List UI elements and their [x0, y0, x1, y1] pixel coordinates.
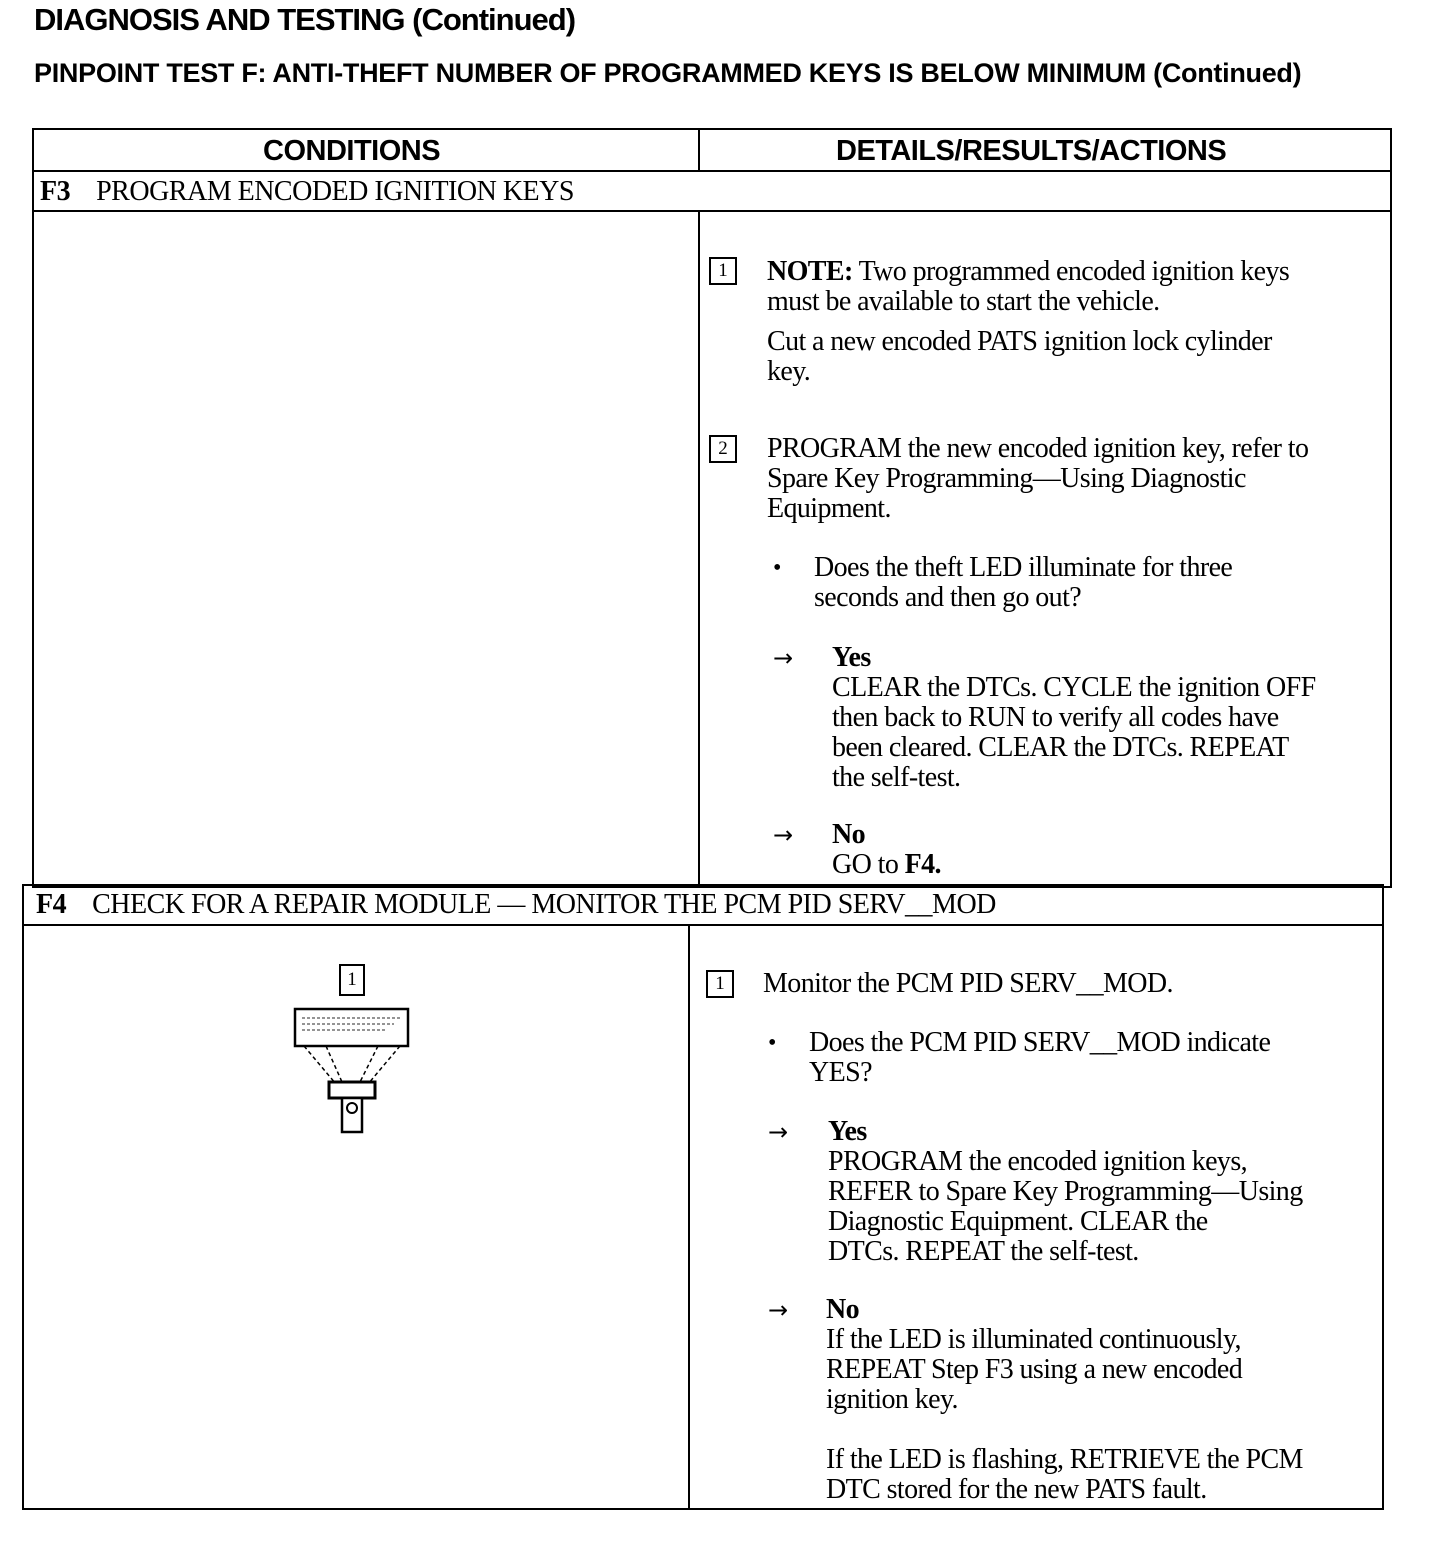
arrow-right-icon: →: [773, 821, 794, 849]
cable-lines: [304, 1046, 400, 1084]
text-line: If the LED is illuminated continuously,: [826, 1324, 1241, 1355]
text-line: PROGRAM the encoded ignition keys,: [828, 1146, 1248, 1177]
text-line: key.: [767, 356, 811, 387]
scan-tool-illustration: [290, 1006, 414, 1136]
pinpoint-test-title: PINPOINT TEST F: ANTI-THEFT NUMBER OF PROGRAMMED KEYS IS BELOW MINIMUM (Continued): [34, 58, 1302, 88]
text-line: PROGRAM the new encoded ignition key, refer to: [767, 433, 1309, 464]
f3-step2-yes: [832, 643, 1316, 793]
text-line: Diagnostic Equipment. CLEAR the: [828, 1206, 1208, 1237]
text-line: seconds and then go out?: [814, 582, 1082, 613]
text-line: YES?: [809, 1057, 872, 1088]
column-divider-f3: [698, 210, 700, 886]
f3-step2-question: [814, 553, 1232, 613]
no-label: No: [832, 819, 866, 850]
step-f3-code: F3: [40, 176, 71, 207]
bullet-icon: •: [773, 555, 782, 581]
divider-f4-header: [22, 924, 1384, 926]
text-line: been cleared. CLEAR the DTCs. REPEAT: [832, 732, 1289, 763]
text-line: DTC stored for the new PATS fault.: [826, 1474, 1207, 1505]
f3-step1-number: 1: [709, 257, 737, 285]
yes-label: Yes: [832, 642, 871, 673]
text-line: Cut a new encoded PATS ignition lock cylinder: [767, 326, 1272, 357]
text-line: Does the theft LED illuminate for three: [814, 552, 1233, 583]
f4-step1-question: [809, 1028, 1270, 1088]
text-line: Spare Key Programming—Using Diagnostic: [767, 463, 1246, 494]
column-divider-f4: [688, 924, 690, 1510]
text-line: then back to RUN to verify all codes have: [832, 702, 1279, 733]
yes-label: Yes: [828, 1116, 867, 1147]
column-header-conditions: CONDITIONS: [263, 135, 441, 167]
f4-step1-no: [826, 1295, 1242, 1415]
f3-step1-note: [767, 257, 1289, 317]
f3-step1-action: [767, 327, 1272, 387]
f4-step1-number: 1: [706, 970, 734, 998]
text-line: the self-test.: [832, 762, 961, 793]
text-line: ignition key.: [826, 1384, 958, 1415]
text-line: GO to: [832, 849, 899, 880]
step-f4-title: CHECK FOR A REPAIR MODULE — MONITOR THE PCM PID SERV__MOD: [92, 889, 996, 920]
text-line: Equipment.: [767, 493, 891, 524]
f3-step2-no: [832, 820, 941, 880]
text-line: DTCs. REPEAT the self-test.: [828, 1236, 1139, 1267]
connector-pin: [347, 1103, 357, 1113]
text-line: REPEAT Step F3 using a new encoded: [826, 1354, 1243, 1385]
section-title: DIAGNOSIS AND TESTING (Continued): [34, 2, 576, 37]
f3-step2-action: [767, 434, 1308, 524]
goto-f4-link: F4.: [904, 849, 941, 880]
connector-head: [329, 1082, 375, 1098]
step-f4-header: [36, 889, 996, 921]
note-text-line: must be available to start the vehicle.: [767, 286, 1160, 317]
step-f4-code: F4: [36, 889, 67, 920]
divider-f3-header: [32, 210, 1392, 212]
no-label: No: [826, 1294, 860, 1325]
f4-step1-action: Monitor the PCM PID SERV__MOD.: [763, 968, 1173, 999]
arrow-right-icon: →: [768, 1118, 789, 1146]
arrow-right-icon: →: [773, 644, 794, 672]
text-line: Does the PCM PID SERV__MOD indicate: [809, 1027, 1271, 1058]
arrow-right-icon: →: [768, 1296, 789, 1324]
column-divider-top: [698, 128, 700, 172]
divider-col-header: [32, 170, 1392, 172]
step-f3-header: [40, 176, 574, 208]
illustration-step-number: 1: [339, 964, 365, 996]
f3-step2-number: 2: [709, 435, 737, 463]
step-f3-title: PROGRAM ENCODED IGNITION KEYS: [96, 176, 574, 207]
text-line: REFER to Spare Key Programming—Using: [828, 1176, 1303, 1207]
bullet-icon: •: [768, 1030, 777, 1056]
note-label: NOTE:: [767, 256, 853, 287]
f4-step1-no-flashing: [826, 1445, 1303, 1505]
text-line: CLEAR the DTCs. CYCLE the ignition OFF: [832, 672, 1316, 703]
f4-step1-yes: [828, 1117, 1303, 1267]
note-text-line: Two programmed encoded ignition keys: [858, 256, 1290, 287]
scan-tool-screen: [295, 1009, 408, 1046]
text-line: If the LED is flashing, RETRIEVE the PCM: [826, 1444, 1303, 1475]
column-header-details: DETAILS/RESULTS/ACTIONS: [836, 135, 1227, 167]
